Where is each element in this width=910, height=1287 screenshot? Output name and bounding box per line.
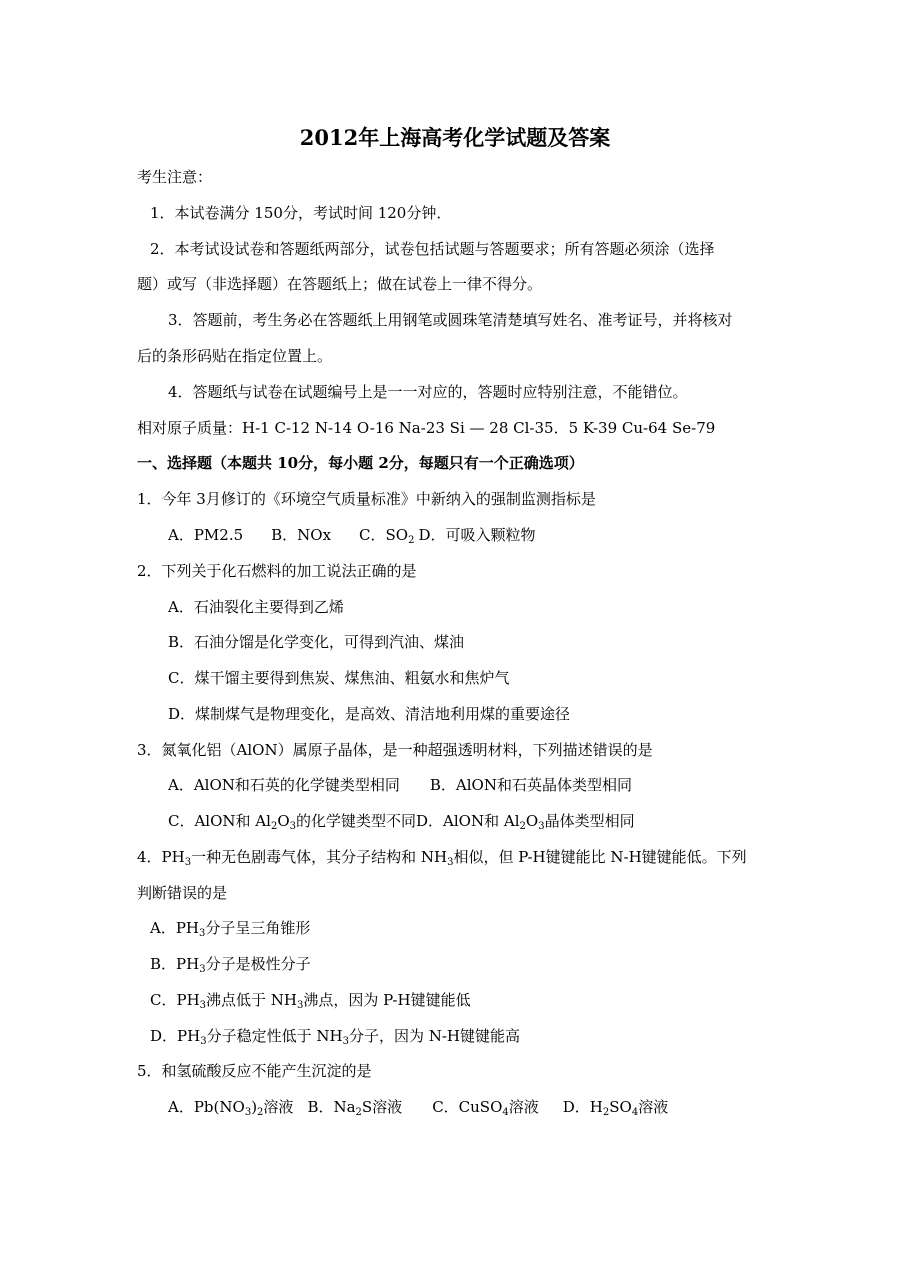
notice-item-1: 1．本试卷满分 150分，考试时间 120分钟． bbox=[150, 204, 452, 222]
section-heading: 一、选择题（本题共 10分，每小题 2分，每题只有一个正确选项） bbox=[137, 454, 584, 472]
q4-option-a: A．$PH_3$分子呈三角锥形 bbox=[150, 919, 311, 939]
question-1-options bbox=[168, 525, 536, 545]
q2-option-c: C．煤干馏主要得到焦炭、煤焦油、粗氨水和焦炉气 bbox=[168, 669, 510, 687]
notice-item-3-line-2: 后的条形码贴在指定位置上。 bbox=[137, 347, 333, 365]
atomic-mass-line: 相对原子质量：H-1 C-12 N-14 O-16 Na-23 Si — 28 Cl-35．5 K-39 Cu-64 Se-79 bbox=[137, 419, 716, 437]
q1-option-a: A．PM2.5 bbox=[168, 526, 244, 544]
q3-option-a: A．AlON和石英的化学键类型相同 bbox=[168, 776, 400, 794]
q3-option-d: D．AlON和 $Al_2O_3$晶体类型相同 bbox=[416, 812, 635, 832]
q1-option-c: C．$SO_2$ bbox=[359, 526, 415, 546]
question-2-stem: 2．下列关于化石燃料的加工说法正确的是 bbox=[137, 562, 417, 580]
question-4-stem: 4．$PH_3$一种无色剧毒气体，其分子结构和 $NH_3$相似，但 P-H键键能比 N-H键键能低。下列 bbox=[137, 848, 747, 868]
q5-option-a: A．$Pb(NO_3)_2$溶液 bbox=[168, 1098, 294, 1118]
q4-option-b: B．$PH_3$分子是极性分子 bbox=[150, 955, 311, 975]
q2-option-a: A．石油裂化主要得到乙烯 bbox=[168, 598, 344, 616]
q3-option-b: B．AlON和石英晶体类型相同 bbox=[429, 776, 632, 794]
q1-option-b: B．NOx bbox=[271, 526, 332, 544]
question-3-options-cd bbox=[168, 811, 635, 831]
question-3-options-ab bbox=[168, 775, 632, 795]
q2-option-d: D．煤制煤气是物理变化，是高效、清洁地利用煤的重要途径 bbox=[168, 705, 571, 723]
q2-option-b: B．石油分馏是化学变化，可得到汽油、煤油 bbox=[168, 633, 465, 651]
q5-option-d: D．$H_2SO_4$溶液 bbox=[562, 1098, 669, 1118]
question-5-options bbox=[168, 1097, 668, 1117]
notice-item-2-line-2: 题）或写（非选择题）在答题纸上；做在试卷上一律不得分。 bbox=[137, 275, 543, 293]
question-3-stem: 3．氮氧化铝（AlON）属原子晶体，是一种超强透明材料，下列描述错误的是 bbox=[137, 741, 653, 759]
notice-item-3-line-1: 3．答题前，考生务必在答题纸上用钢笔或圆珠笔清楚填写姓名、准考证号，并将核对 bbox=[168, 311, 733, 329]
question-5-stem: 5．和氢硫酸反应不能产生沉淀的是 bbox=[137, 1062, 372, 1080]
q5-option-b: B．$Na_2S$溶液 bbox=[307, 1098, 403, 1118]
q4-option-d: D．$PH_3$分子稳定性低于 $NH_3$分子，因为 N-H键键能高 bbox=[150, 1027, 520, 1047]
notice-item-4: 4．答题纸与试卷在试题编号上是一一对应的，答题时应特别注意，不能错位。 bbox=[168, 383, 688, 401]
page-title: 2012年上海高考化学试题及答案 bbox=[299, 125, 611, 150]
question-4-stem-line-2: 判断错误的是 bbox=[137, 884, 228, 902]
notice-heading: 考生注意： bbox=[137, 168, 213, 186]
notice-item-2-line-1: 2．本考试设试卷和答题纸两部分，试卷包括试题与答题要求；所有答题必须涂（选择 bbox=[150, 240, 715, 258]
q5-option-c: C．CuSO$_4$溶液 bbox=[432, 1098, 539, 1118]
q4-option-c: C．$PH_3$沸点低于 $NH_3$沸点，因为 P-H键键能低 bbox=[150, 991, 471, 1011]
q3-option-c: C．AlON和 $Al_2O_3$的化学键类型不同 bbox=[168, 812, 417, 832]
question-1-stem: 1．今年 3月修订的《环境空气质量标准》中新纳入的强制监测指标是 bbox=[137, 490, 596, 508]
q1-option-d: D．可吸入颗粒物 bbox=[418, 526, 536, 544]
